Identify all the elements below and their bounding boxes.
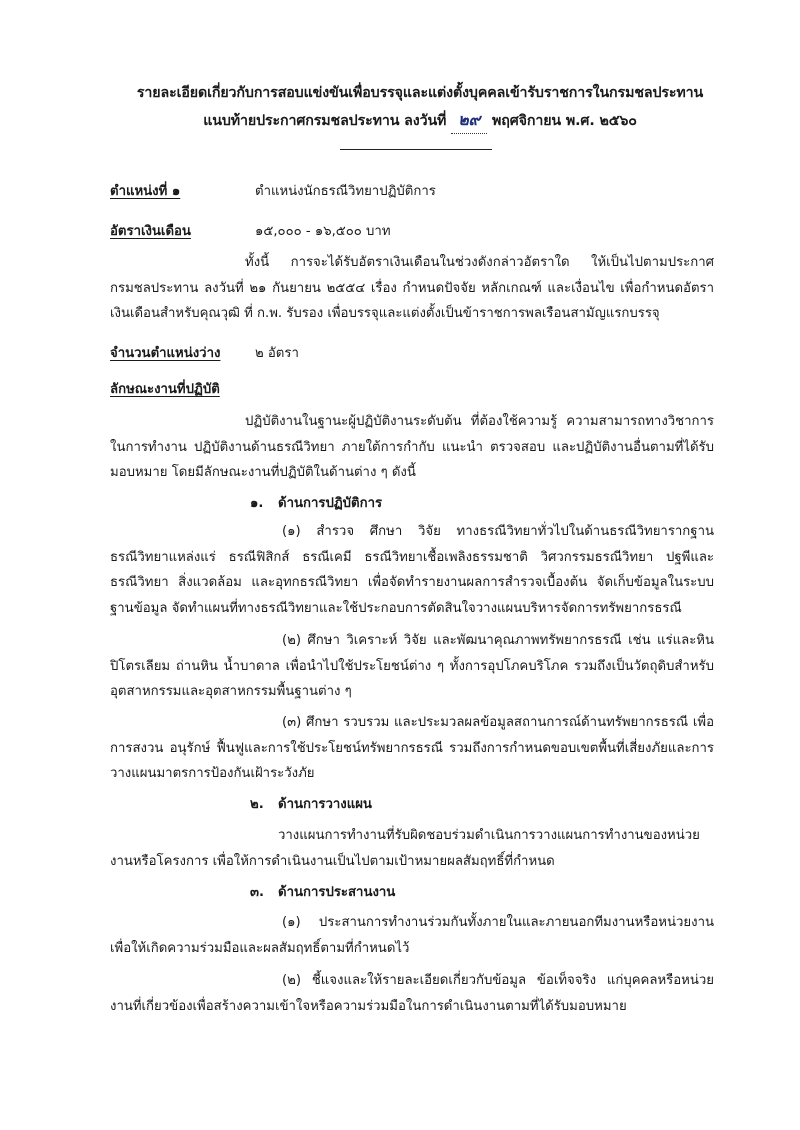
section-heading: ๓. ด้านการประสานงาน bbox=[250, 885, 396, 900]
section-item: วางแผนการทำงานที่รับผิดชอบร่วมดำเนินการวางแผนการทำงานของหน่วยงานหรือโครงการ เพื่อให้การดำเนินงานเป็นไปตามเป้าหมายผลสัมฤทธิ์ที่กำหนด bbox=[110, 828, 700, 869]
salary-note: ทั้งนี้ การจะได้รับอัตราเงินเดือนในช่วงดังกล่าวอัตราใด ให้เป็นไปตามประกาศกรมชลประทาน ลงวันที่ ๒๑ กันยายน ๒๕๕๔ เรื่อง กำหนดปัจจัย หลักเกณฑ์ และเงื่อนไข เพื่อกำหนดอัตราเงินเดือนสำหรับคุณวุฒิ ที่ ก.พ. รับรอง เพื่อบรรจุและแต่งตั้งเป็นข้าราชการพลเรือนสามัญแรกบรรจุ bbox=[110, 255, 714, 321]
position-value: ตำแหน่งนักธรณีวิทยาปฏิบัติการ bbox=[255, 184, 436, 199]
section-heading: ๒. ด้านการวางแผน bbox=[250, 797, 372, 812]
title-announcement-prefix: แนบท้ายประกาศกรมชลประทาน ลงวันที่ bbox=[203, 113, 447, 129]
salary-label: อัตราเงินเดือน bbox=[110, 224, 191, 239]
job-description-label: ลักษณะงานที่ปฏิบัติ bbox=[110, 382, 220, 397]
section-item: (๑) สำรวจ ศึกษา วิจัย ทางธรณีวิทยาทั่วไปในด้านธรณีวิทยารากฐาน ธรณีวิทยาแหล่งแร่ ธรณีฟิสิกส์ ธรณีเคมี ธรณีวิทยาเชื้อเพลิงธรรมชาติ วิศวกรรมธรณีวิทยา ปฐพีและธรณีวิทยา สิ่งแวดล้อม และอุทกธรณีวิทยา เพื่อจัดทำรายงานผลการสำรวจเบื้องต้น จัดเก็บข้อมูลในระบบฐานข้อมูล จัดทำแผนที่ทางธรณีวิทยาและใช้ประกอบการตัดสินใจวางแผนบริหารจัดการทรัพยากรธรณี bbox=[110, 524, 714, 616]
handwritten-day: ๒๙ bbox=[451, 108, 487, 134]
salary-value: ๑๕,๐๐๐ - ๑๖,๕๐๐ บาท bbox=[255, 224, 391, 239]
vacancies-label: จำนวนตำแหน่งว่าง bbox=[110, 346, 221, 361]
section-heading: ๑. ด้านการปฏิบัติการ bbox=[250, 496, 383, 511]
section-item: (๑) ประสานการทำงานร่วมกันทั้งภายในและภายนอกทีมงานหรือหน่วยงานเพื่อให้เกิดความร่วมมือและผลสัมฤทธิ์ตามที่กำหนดไว้ bbox=[110, 915, 714, 956]
title-divider bbox=[340, 149, 492, 150]
section-item: (๒) ศึกษา วิเคราะห์ วิจัย และพัฒนาคุณภาพทรัพยากรธรณี เช่น แร่และหิน ปิโตรเลียม ถ่านหิน น้ำบาดาล เพื่อนำไปใช้ประโยชน์ต่าง ๆ ทั้งการอุปโภคบริโภค รวมถึงเป็นวัตถุดิบสำหรับอุตสาหกรรมและอุตสาหกรรมพื้นฐานต่าง ๆ bbox=[110, 633, 714, 699]
section-item: (๓) ศึกษา รวบรวม และประมวลผลข้อมูลสถานการณ์ด้านทรัพยากรธรณี เพื่อการสงวน อนุรักษ์ ฟื้นฟูและการใช้ประโยชน์ทรัพยากรธรณี รวมถึงการกำหนดขอบเขตพื้นที่เสี่ยงภัยและการวางแผนมาตรการป้องกันเฝ้าระวังภัย bbox=[110, 715, 714, 781]
document-title-line1: รายละเอียดเกี่ยวกับการสอบแข่งขันเพื่อบรรจุและแต่งตั้งบุคคลเข้ารับราชการในกรมชลประทาน bbox=[136, 85, 704, 101]
job-description-intro: ปฏิบัติงานในฐานะผู้ปฏิบัติงานระดับต้น ที่ต้องใช้ความรู้ ความสามารถทางวิชาการในการทำงาน ปฏิบัติงานด้านธรณีวิทยา ภายใต้การกำกับ แนะนำ ตรวจสอบ และปฏิบัติงานอื่นตามที่ได้รับมอบหมาย โดยมีลักษณะงานที่ปฏิบัติในด้านต่าง ๆ ดังนี้ bbox=[110, 414, 714, 480]
position-label: ตำแหน่งที่ ๑ bbox=[110, 184, 181, 199]
section-item: (๒) ชี้แจงและให้รายละเอียดเกี่ยวกับข้อมูล ข้อเท็จจริง แก่บุคคลหรือหน่วยงานที่เกี่ยวข้องเพื่อสร้างความเข้าใจหรือความร่วมมือในการดำเนินงานตามที่ได้รับมอบหมาย bbox=[110, 973, 714, 1014]
title-month-year: พฤศจิกายน พ.ศ. ๒๕๖๐ bbox=[492, 113, 637, 129]
document-title-line2 bbox=[100, 108, 740, 134]
vacancies-value: ๒ อัตรา bbox=[255, 346, 299, 361]
